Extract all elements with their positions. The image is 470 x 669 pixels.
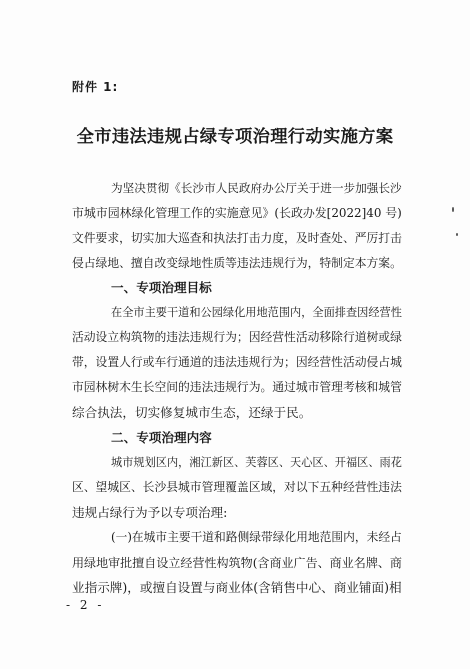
item1-line: (一)在城市主要干道和路侧绿带绿化用地范围内，未经占: [111, 530, 402, 544]
item1-line: 用绿地审批擅自设立经营性构筑物(含商业广告、商业名牌、商: [72, 556, 402, 570]
document-title: 全市违法违规占绿专项治理行动实施方案: [76, 127, 394, 147]
section1-line: 综合执法，切实修复城市生态，还绿于民。: [72, 405, 312, 420]
intro-line: 为坚决贯彻《长沙市人民政府办公厅关于进一步加强长沙: [111, 181, 402, 195]
intro-line: 市城市园林绿化管理工作的实施意见》(长政办发[2022]40 号): [72, 206, 402, 220]
section1-line: 在全市主要干道和公园绿化用地范围内，全面排查因经营性: [111, 306, 402, 319]
section1-line: 带，设置人行或车行通道的违法违规行为；因经营性活动侵占城: [72, 355, 402, 369]
section2-line: 城市规划区内，湘江新区、芙蓉区、天心区、开福区、雨花: [111, 456, 402, 469]
attachment-label: 附件 1:: [72, 80, 119, 94]
section1-line: 市园林树木生长空间的违法违规行为。通过城市管理考核和城管: [72, 380, 402, 394]
page-number: - 2 -: [66, 598, 105, 612]
section1-line: 活动设立构筑物的违法违规行为；因经营性活动移除行道树或绿: [72, 330, 402, 344]
section2-line: 违规占绿行为予以专项治理:: [72, 505, 228, 520]
scan-speck: [452, 207, 454, 212]
item1-line: 业指示牌)，或擅自设置与商业体(含销售中心、商业铺面)相: [72, 580, 402, 595]
intro-line: 文件要求，切实加大巡查和执法打击力度，及时查处、严厉打击: [72, 231, 402, 245]
scan-speck: [456, 233, 458, 236]
section2-line: 区、望城区、长沙县城市管理覆盖区域，对以下五种经营性违法: [72, 480, 402, 494]
intro-line: 侵占绿地、擅自改变绿地性质等违法违规行为，特制定本方案。: [72, 256, 402, 270]
section-heading-content: 二、专项治理内容: [111, 430, 212, 445]
section-heading-goals: 一、专项治理目标: [111, 280, 212, 295]
